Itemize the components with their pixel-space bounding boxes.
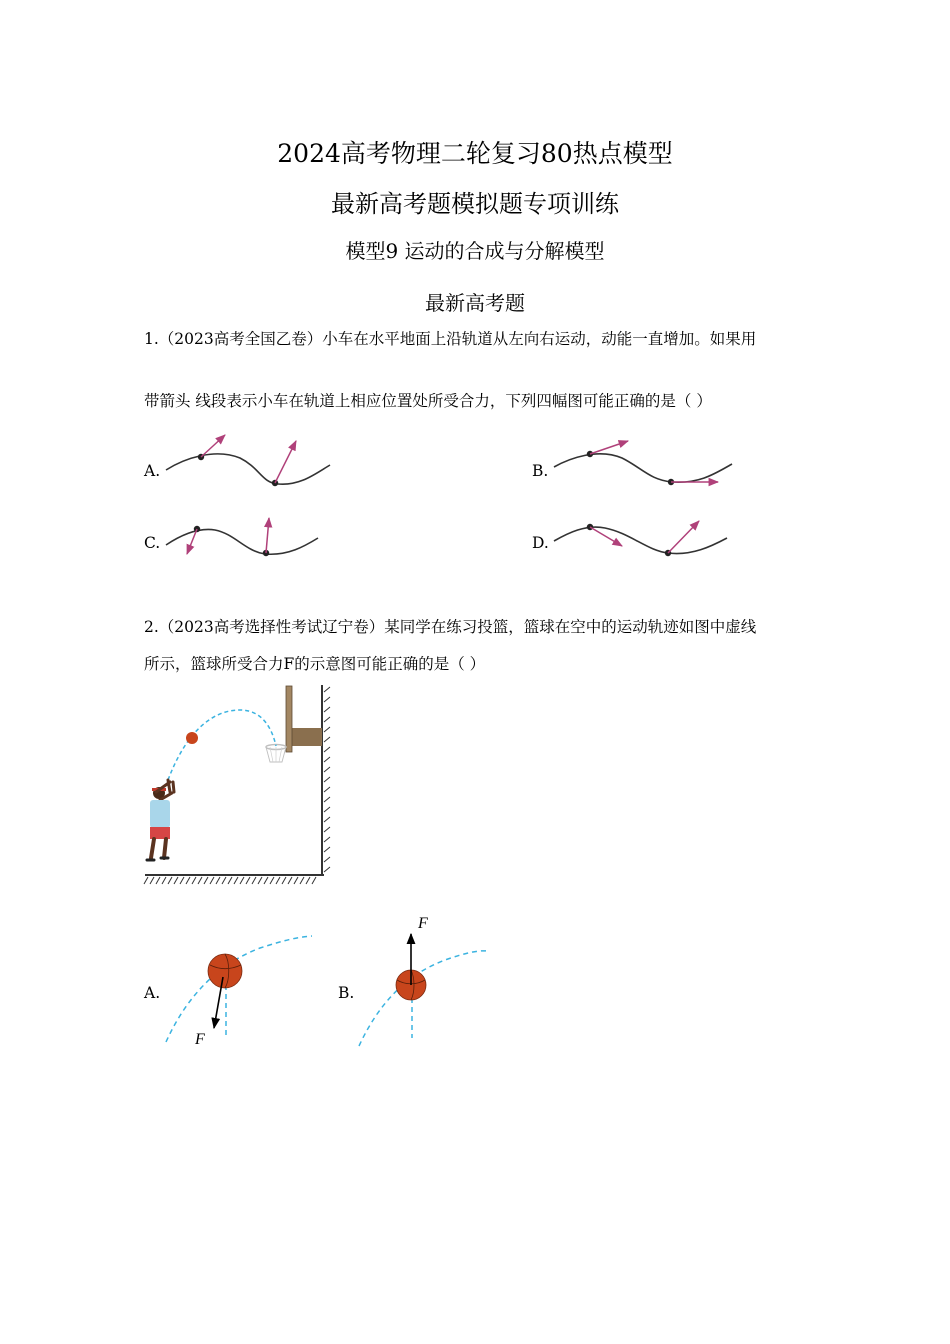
q1-option-b-label: B. — [532, 462, 549, 480]
section-title: 最新高考题 — [425, 291, 525, 315]
q2-a-force-label: F — [195, 1031, 205, 1048]
q1-option-a-label: A. — [144, 462, 161, 480]
q2-a-ball — [208, 954, 242, 988]
q2-option-b-diagram — [359, 934, 488, 1046]
q2-option-a-label: A. — [144, 984, 161, 1002]
question-1-line-1: 1.（2023高考全国乙卷）小车在水平地面上沿轨道从左向右运动，动能一直增加。如果用 — [144, 330, 757, 348]
question-2-line-1: 2.（2023高考选择性考试辽宁卷）某同学在练习投篮，篮球在空中的运动轨迹如图中虚线 — [144, 618, 757, 636]
q2-option-a-diagram — [166, 936, 312, 1042]
q1-option-c-label: C. — [144, 534, 161, 552]
q1-option-d-label: D. — [532, 534, 549, 552]
page-title: 2024高考物理二轮复习80热点模型 — [277, 139, 673, 168]
q2-b-force-label: F — [418, 915, 428, 932]
q2-option-b-label: B. — [338, 984, 355, 1002]
page-subtitle: 最新高考题模拟题专项训练 — [331, 190, 619, 218]
model-title: 模型9 运动的合成与分解模型 — [345, 239, 605, 263]
question-1-line-2: 带箭头 线段表示小车在轨道上相应位置处所受合力，下列四幅图可能正确的是（ ） — [144, 392, 712, 410]
question-2-line-2: 所示，篮球所受合力F的示意图可能正确的是（ ） — [144, 655, 486, 673]
